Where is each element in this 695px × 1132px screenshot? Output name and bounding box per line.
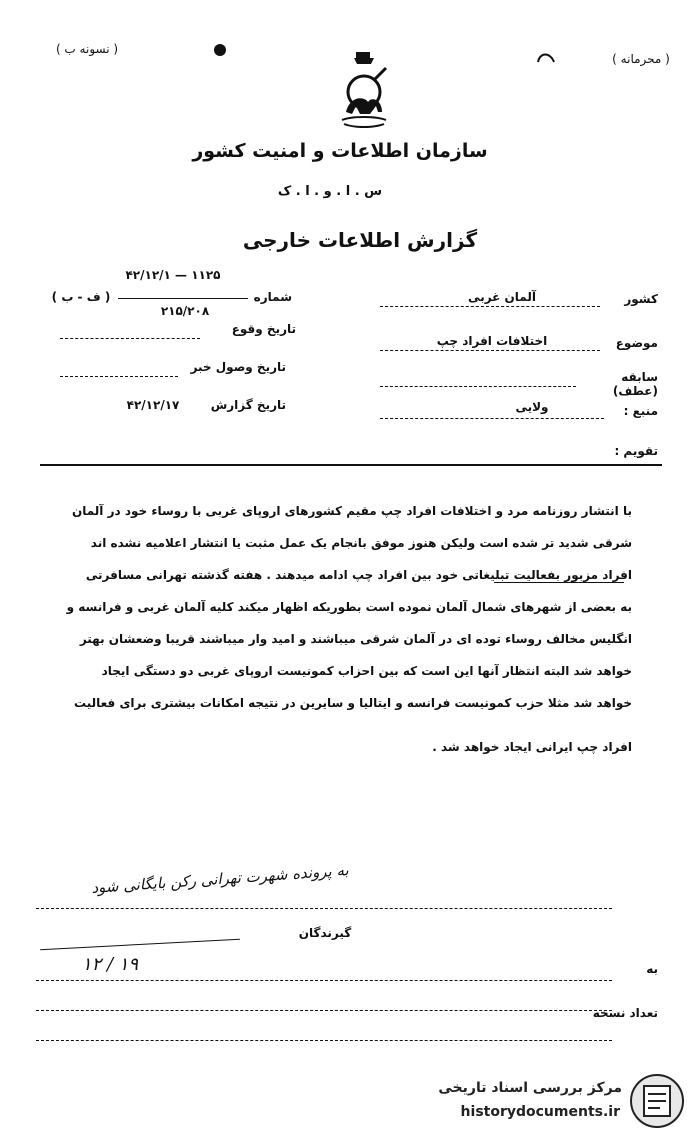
subject-label: موضوع bbox=[615, 336, 658, 350]
report-title: گزارش اطلاعات خارجی bbox=[242, 228, 478, 252]
to-line bbox=[36, 1010, 612, 1011]
body-line: به بعضی از شهرهای شمال آلمان نموده است بطوریکه اظهار میکند کلیه آلمان غربی و فرانسه و bbox=[66, 600, 632, 614]
occurrence-date-line bbox=[60, 338, 200, 339]
number-suffix: ( ف - ب ) bbox=[51, 290, 111, 304]
lion-and-sun-emblem-icon bbox=[334, 50, 394, 132]
country-line bbox=[380, 306, 600, 307]
body-line: خواهد شد مثلا حزب کمونیست فرانسه و ایتالیا و سایرین در نتیجه امکانات بیشتری برای فعالیت bbox=[74, 696, 632, 710]
evaluation-label: تقویم : bbox=[614, 444, 658, 458]
corner-mark-icon bbox=[536, 50, 556, 64]
background-line bbox=[380, 386, 576, 387]
report-date-label: تاریخ گزارش bbox=[210, 398, 286, 412]
report-date-value: ۴۲/۱۲/۱۷ bbox=[126, 398, 180, 412]
subject-line bbox=[380, 350, 600, 351]
number-divider bbox=[118, 298, 248, 299]
header-separator bbox=[40, 464, 662, 466]
source-line bbox=[380, 418, 604, 419]
number-value-2: ۲۱۵/۲۰۸ bbox=[160, 304, 210, 318]
country-value: آلمان غربی bbox=[468, 290, 536, 304]
handwritten-note: به پرونده شهرت تهرانی رکن بایگانی شود bbox=[90, 861, 350, 897]
source-label: منبع : bbox=[623, 404, 658, 418]
receipt-date-label: تاریخ وصول خبر bbox=[190, 360, 286, 374]
occurrence-date-label: تاریخ وقوع bbox=[231, 322, 296, 336]
body-line: خواهد شد البته انتظار آنها این است که بین احزاب کمونیست اروپای غربی دو دستگی ایجاد bbox=[101, 664, 632, 678]
source-value: ولایی bbox=[515, 400, 549, 414]
handwritten-underline bbox=[494, 582, 624, 583]
to-label: به bbox=[646, 962, 658, 976]
body-line: افراد مزبور بفعالیت تبلیغاتی خود بین افراد چپ ادامه میدهند . هفته گذشته تهرانی مسافرتی bbox=[85, 568, 632, 582]
country-label: کشور bbox=[624, 292, 658, 306]
archive-logo-icon bbox=[628, 1072, 686, 1130]
recipients-label: گیرندگان bbox=[298, 926, 352, 940]
copies-label: تعداد نسخه bbox=[592, 1006, 658, 1020]
subject-value: اختلافات افراد چپ bbox=[436, 334, 548, 348]
organization-name: سازمان اطلاعات و امنیت کشور bbox=[192, 140, 488, 162]
signature-stroke bbox=[40, 939, 240, 950]
number-value-1: ۴۲/۱۲/۱ — ۱۱۲۵ bbox=[125, 268, 221, 282]
background-label: سابقه (عطف) bbox=[612, 370, 658, 398]
hole-punch-icon bbox=[212, 42, 228, 58]
classification-mark: ( محرمانه ) bbox=[612, 52, 670, 66]
organization-code: س . ا . و . ا . ک bbox=[277, 184, 383, 199]
body-line: انگلیس مخالف روساء توده ای در آلمان شرقی میباشند و امید وار میباشند قریبا وضعشان بهتر bbox=[79, 632, 632, 646]
number-label: شماره bbox=[253, 290, 292, 304]
watermark-url: historydocuments.ir bbox=[460, 1104, 620, 1120]
body-line: شرقی شدید تر شده است ولیکن هنوز موفق بانجام یک عمل مثبت یا انتشار اعلامیه نشده اند bbox=[90, 536, 632, 550]
body-line: افراد چپ ایرانی ایجاد خواهد شد . bbox=[432, 740, 632, 754]
receipt-date-line bbox=[60, 376, 178, 377]
handwritten-number: ۱۲ / ۱۹ bbox=[81, 954, 139, 975]
form-type-mark: ( نسونه ب ) bbox=[55, 42, 119, 56]
recipients-line bbox=[36, 980, 612, 981]
body-line: با انتشار روزنامه مرد و اختلافات افراد چپ مقیم کشورهای اروپای غربی با روساء خود در آلمان bbox=[71, 504, 632, 518]
watermark-org: مرکز بررسی اسناد تاریخی bbox=[438, 1080, 622, 1096]
note-line bbox=[36, 908, 612, 909]
copies-line bbox=[36, 1040, 612, 1041]
